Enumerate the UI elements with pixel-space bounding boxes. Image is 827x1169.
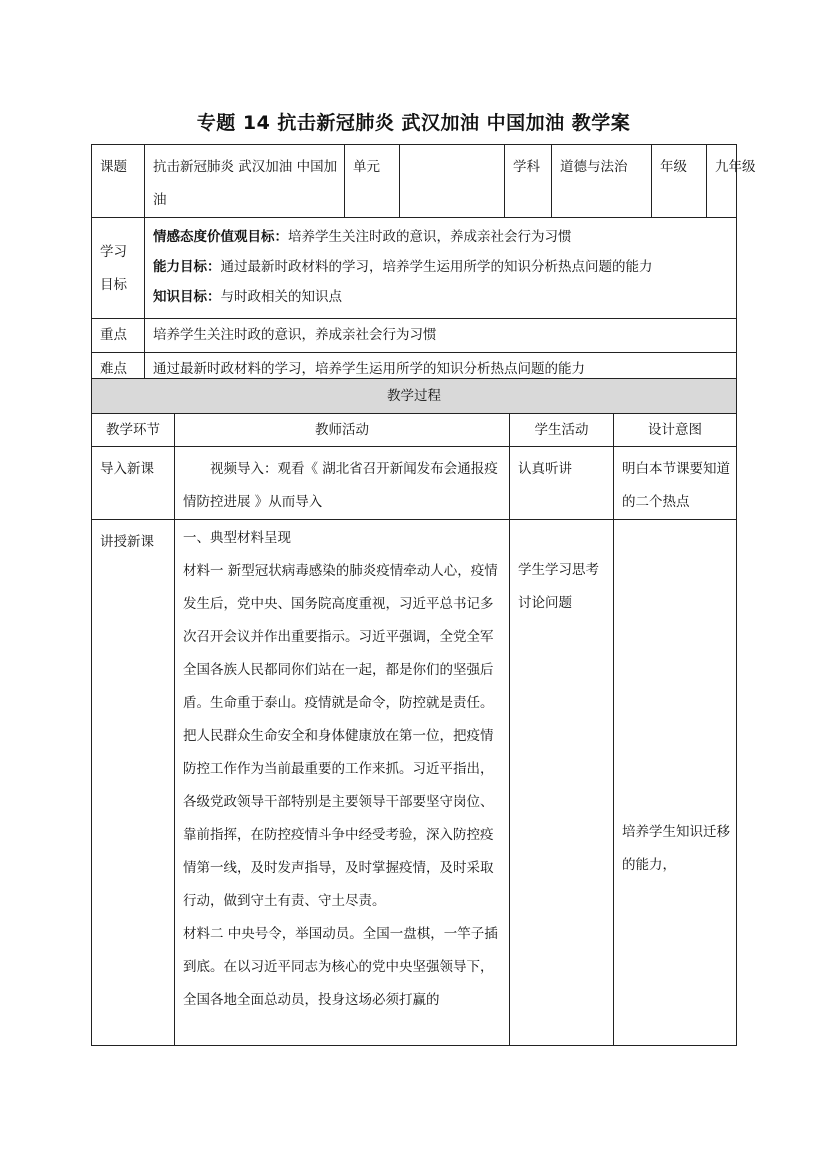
focus-row: [92, 319, 737, 353]
process-row-intro: [92, 447, 737, 520]
lecture-heading: 一、典型材料呈现: [183, 530, 291, 546]
stage-lecture: 讲授新课: [100, 534, 154, 550]
material-one: 材料一 新型冠状病毒感染的肺炎疫情牵动人心，疫情发生后，党中央、国务院高度重视，习近平总书记多次召开会议并作出重要指示。习近平强调，全党全军全国各族人民都同你们站在一起，都是你们的坚强后盾。生命重于泰山。疫情就是命令，防控就是责任。把人民群众生命安全和身体健康放在第一位，把疫情防控工作作为当前最重要的工作来抓。习近平指出，各级党政领导干部特别是主要领导干部要坚守岗位、靠前指挥，在防控疫情斗争中经受考验，深入防控疫情第一线，及时发声指导，及时掌握疫情，及时采取行动，做到守土有责、守土尽责。: [183, 563, 498, 909]
grade-label: 年级: [660, 159, 687, 175]
unit-value: [400, 145, 504, 151]
goal-item: 情感态度价值观目标：培养学生关注时政的意识，养成亲社会行为习惯: [153, 229, 572, 245]
process-band: [92, 379, 737, 414]
topic-value: 抗击新冠肺炎 武汉加油 中国加油: [153, 159, 338, 208]
lesson-info-table: [91, 144, 756, 387]
subject-value: 道德与法治: [560, 159, 628, 175]
student-intro: 认真听讲: [518, 461, 572, 477]
process-title: 教学过程: [92, 379, 737, 414]
intent-lecture: 培养学生知识迁移的能力，: [622, 824, 730, 873]
process-row-lecture: [92, 520, 737, 1046]
header-student: 学生活动: [510, 414, 614, 447]
subject-label: 学科: [513, 159, 540, 175]
unit-label: 单元: [353, 159, 380, 175]
page-title: 专题 14 抗击新冠肺炎 武汉加油 中国加油 教学案: [196, 112, 631, 134]
goals-list: [145, 218, 736, 316]
goals-row: [92, 218, 737, 319]
goal-item: 知识目标：与时政相关的知识点: [153, 289, 342, 305]
process-header-row: [92, 414, 737, 447]
header-teacher: 教师活动: [175, 414, 510, 447]
teaching-process-table: [91, 378, 737, 1046]
goal-item: 能力目标：通过最新时政材料的学习，培养学生运用所学的知识分析热点问题的能力: [153, 259, 653, 275]
difficulty-label: 难点: [100, 361, 127, 377]
header-intent: 设计意图: [614, 414, 737, 447]
header-stage: 教学环节: [92, 414, 175, 447]
teacher-lecture: [175, 520, 509, 1017]
stage-intro: 导入新课: [100, 461, 154, 477]
focus-label: 重点: [100, 327, 127, 343]
focus-text: 培养学生关注时政的意识，养成亲社会行为习惯: [153, 327, 437, 343]
grade-value: 九年级: [715, 159, 756, 175]
teacher-intro: 视频导入：观看《 湖北省召开新闻发布会通报疫情防控进展 》从而导入: [183, 461, 498, 510]
material-two: 材料二 中央号令，举国动员。全国一盘棋，一竿子插到底。在以习近平同志为核心的党中央坚强领导下，全国各地全面总动员，投身这场必须打赢的: [183, 926, 498, 1008]
info-row: [92, 145, 737, 218]
goals-label: 学习目标: [100, 244, 127, 293]
difficulty-text: 通过最新时政材料的学习，培养学生运用所学的知识分析热点问题的能力: [153, 361, 585, 377]
intent-intro: 明白本节课要知道的二个热点: [622, 461, 730, 510]
topic-label: 课题: [100, 159, 127, 175]
student-lecture: 学生学习思考讨论问题: [518, 562, 599, 611]
